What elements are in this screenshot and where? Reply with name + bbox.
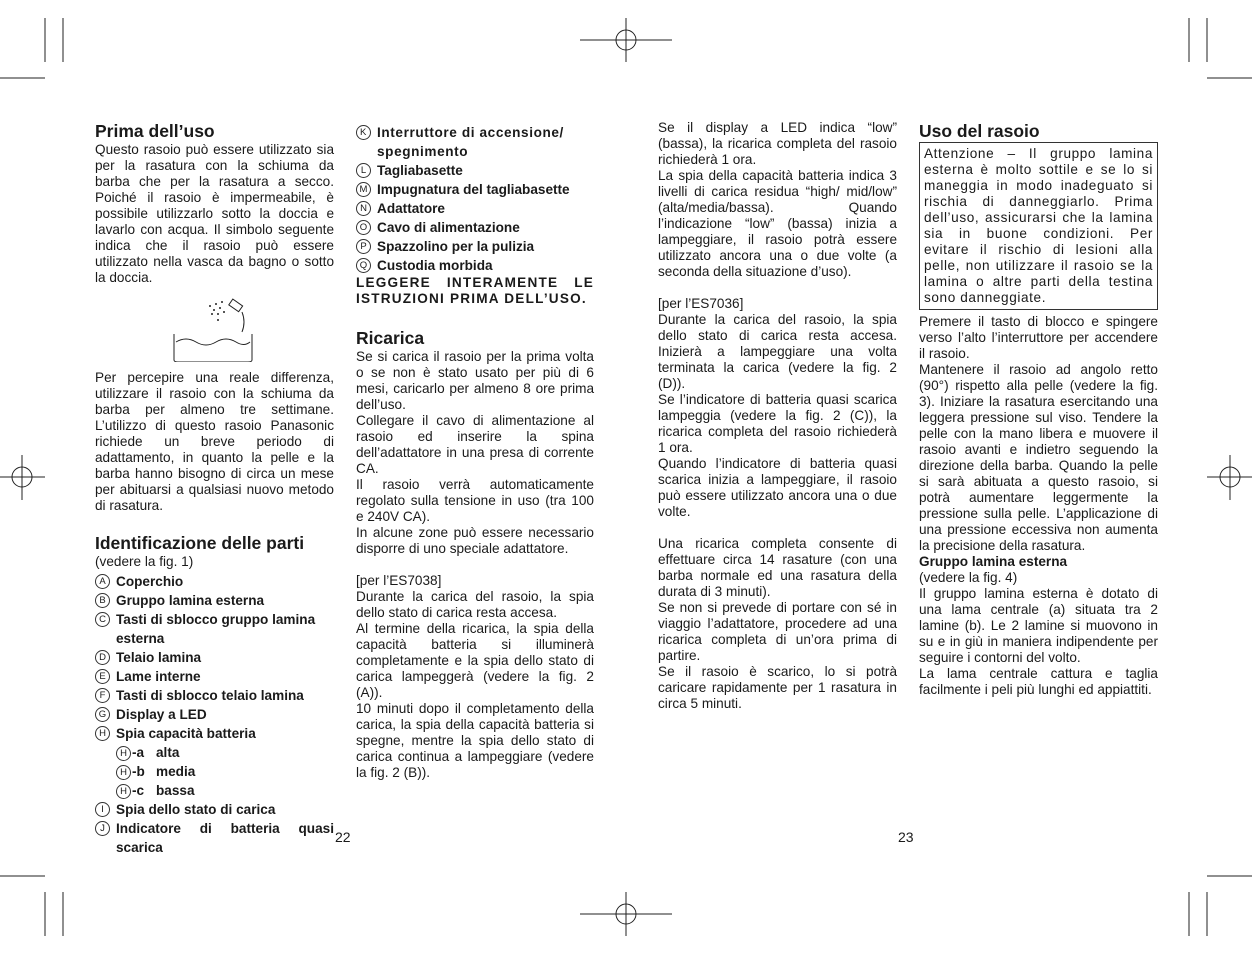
- paragraph: Quando l’indicatore di batteria quasi scarica inizia a lampeggiare, il rasoio può essere utilizzato ancora una o due volte.: [658, 456, 897, 519]
- letter-badge: D: [95, 650, 110, 665]
- list-item: N Adattatore: [356, 199, 594, 218]
- letter-badge: J: [95, 821, 110, 836]
- list-item: C Tasti di sblocco gruppo lamina esterna: [95, 610, 334, 648]
- letter-badge: O: [356, 220, 371, 235]
- column-1: [95, 120, 334, 857]
- paragraph: 10 minuti dopo il completamento della carica, la spia della capacità batteria si spegne, mentre la spia dello stato di carica continua a lampeggiare (vedere la fig. 2 (B)).: [356, 701, 594, 780]
- letter-badge: H: [116, 746, 131, 761]
- letter-badge: B: [95, 593, 110, 608]
- section-title-prima: Prima dell’uso: [95, 121, 215, 141]
- sub-list-item: H -b media: [95, 762, 334, 781]
- list-item: I Spia dello stato di carica: [95, 800, 334, 819]
- letter-badge: G: [95, 707, 110, 722]
- paragraph: In alcune zone può essere necessario disporre di uno speciale adattatore.: [356, 525, 594, 556]
- paragraph: La spia della capacità batteria indica 3 livelli di carica residua “high/ mid/low” (alta/media/bassa). Quando l’indicazione “low” (bassa) inizia a lampeggiare, il rasoio potrà essere utilizzato ancora una o due volte (a seconda della situazione d’uso).: [658, 168, 897, 279]
- paragraph: Premere il tasto di blocco e spingere verso l’alto l’interruttore per accendere il rasoio.: [919, 314, 1158, 361]
- list-item: F Tasti di sblocco telaio lamina: [95, 686, 334, 705]
- letter-badge: P: [356, 239, 371, 254]
- warning-box: Attenzione – Il gruppo lamina esterna è molto sottile e se lo si maneggia in modo inadeguato si rischia di danneggiarlo. Prima dell’uso, assicurarsi che la lamina sia in buone condizioni. Per evitare il rischio di lesioni alla pelle, non utilizzare il rasoio se la lamina o altre parti della testina sono danneggiate.: [919, 142, 1158, 310]
- paragraph: Durante la carica del rasoio, la spia dello stato di carica resta accesa. Inizierà a lampeggiare una volta terminata la carica (vedere la fig. 2 (D)).: [658, 312, 897, 391]
- paragraph: Questo rasoio può essere utilizzato sia per la rasatura con la schiuma da barba che per la rasatura a secco. Poiché il rasoio è impermeabile, è possibile utilizzarlo sotto la doccia e lavarlo con acqua. Il simbolo seguente indica che il rasoio può essere utilizzato nella vasca da bagno o sotto la doccia.: [95, 142, 334, 285]
- letter-badge: H: [95, 726, 110, 741]
- warning-text: LEGGERE INTERAMENTE LE ISTRUZIONI PRIMA DELL’USO.: [356, 275, 594, 306]
- letter-badge: L: [356, 163, 371, 178]
- paragraph: Collegare il cavo di alimentazione al rasoio ed inserire la spina dell’adattatore in una presa di corrente CA.: [356, 413, 594, 476]
- section-title-uso: Uso del rasoio: [919, 121, 1040, 141]
- list-item: H Spia capacità batteria: [95, 724, 334, 743]
- model-label: [per l’ES7038]: [356, 573, 442, 588]
- page-number-left: 22: [335, 829, 351, 845]
- letter-badge: C: [95, 612, 110, 627]
- list-item: P Spazzolino per la pulizia: [356, 237, 594, 256]
- letter-badge: Q: [356, 258, 371, 273]
- letter-badge: A: [95, 574, 110, 589]
- subsection-title: Gruppo lamina esterna: [919, 554, 1068, 569]
- column-4: [919, 120, 1158, 698]
- list-item: L Tagliabasette: [356, 161, 594, 180]
- bath-shower-icon: [172, 298, 254, 362]
- paragraph: Mantenere il rasoio ad angolo retto (90°) rispetto alla pelle (vedere la fig. 3). Iniziare la rasatura esercitando una leggera pressione sul viso. Tendere la pelle con la mano libera e muovere il rasoio avanti e indietro seguendo la direzione della barba. Quando la pelle si sarà abituata a questo rasoio, si potrà aumentare leggermente la pressione sulla pelle. L’applicazione di una pressione eccessiva non aumenta la precisione della rasatura.: [919, 362, 1158, 553]
- parts-list: [95, 572, 334, 857]
- figure-reference: (vedere la fig. 4): [919, 570, 1018, 585]
- paragraph: Per percepire una reale differenza, utilizzare il rasoio con la schiuma da barba per almeno tre settimane. L’utilizzo di questo rasoio Panasonic richiede un breve periodo di adattamento, in quanto la pelle e la barba hanno bisogno di circa un mese per abituarsi a qualsiasi nuovo metodo di rasatura.: [95, 370, 334, 513]
- list-item: M Impugnatura del tagliabasette: [356, 180, 594, 199]
- list-item: D Telaio lamina: [95, 648, 334, 667]
- paragraph: Il gruppo lamina esterna è dotato di una lama centrale (a) situata tra 2 lamine (b). Le 2 lamine si muovono in su e in giù in maniera indipendente per seguire i contorni del volto.: [919, 586, 1158, 665]
- list-item: G Display a LED: [95, 705, 334, 724]
- paragraph: Durante la carica del rasoio, la spia dello stato di carica resta accesa.: [356, 589, 594, 620]
- section-title-ricarica: Ricarica: [356, 328, 425, 348]
- list-item: A Coperchio: [95, 572, 334, 591]
- paragraph: Al termine della ricarica, la spia della capacità batteria si illuminerà completamente e la spia dello stato di carica lampeggerà (vedere la fig. 2 (A)).: [356, 621, 594, 700]
- letter-badge: I: [95, 802, 110, 817]
- column-3: [658, 120, 897, 712]
- paragraph: Se il display a LED indica “low” (bassa), la ricarica completa del rasoio richiederà 1 ora.: [658, 120, 897, 167]
- list-item: B Gruppo lamina esterna: [95, 591, 334, 610]
- letter-badge: N: [356, 201, 371, 216]
- list-item: E Lame interne: [95, 667, 334, 686]
- paragraph: Se l’indicatore di batteria quasi scarica lampeggia (vedere la fig. 2 (C)), la ricarica completa del rasoio richiederà 1 ora.: [658, 392, 897, 455]
- letter-badge: F: [95, 688, 110, 703]
- letter-badge: H: [116, 765, 131, 780]
- model-label: [per l’ES7036]: [658, 296, 744, 311]
- letter-badge: E: [95, 669, 110, 684]
- letter-badge: K: [356, 125, 371, 140]
- column-2: [356, 120, 594, 781]
- sub-list-item: H -a alta: [95, 743, 334, 762]
- paragraph: Se si carica il rasoio per la prima volta o se non è stato usato per più di 6 mesi, caricarlo per almeno 8 ore prima dell’uso.: [356, 349, 594, 412]
- paragraph: Se il rasoio è scarico, lo si potrà caricare rapidamente per 1 rasatura in circa 5 minuti.: [658, 664, 897, 711]
- section-title-identificazione: Identificazione delle parti: [95, 533, 305, 553]
- letter-badge: H: [116, 784, 131, 799]
- page-number-right: 23: [898, 829, 914, 845]
- paragraph: Se non si prevede di portare con sé in viaggio l’adattatore, procedere ad una ricarica completa di un’ora prima di partire.: [658, 600, 897, 663]
- paragraph: La lama centrale cattura e taglia facilmente i peli più lunghi ed appiattiti.: [919, 666, 1158, 697]
- paragraph: Il rasoio verrà automaticamente regolato sulla tensione in uso (tra 100 e 240V CA).: [356, 477, 594, 524]
- figure-reference: (vedere la fig. 1): [95, 554, 194, 569]
- letter-badge: M: [356, 182, 371, 197]
- list-item: J Indicatore di batteria quasi scarica: [95, 819, 334, 857]
- paragraph: Una ricarica completa consente di effettuare circa 14 rasature (con una barba normale ed una rasatura della durata di 3 minuti).: [658, 536, 897, 599]
- list-item: K Interruttore di accensione/ spegnimento: [356, 123, 594, 161]
- list-item: O Cavo di alimentazione: [356, 218, 594, 237]
- parts-list-continued: [356, 123, 594, 275]
- list-item: Q Custodia morbida: [356, 256, 594, 275]
- sub-list-item: H -c bassa: [95, 781, 334, 800]
